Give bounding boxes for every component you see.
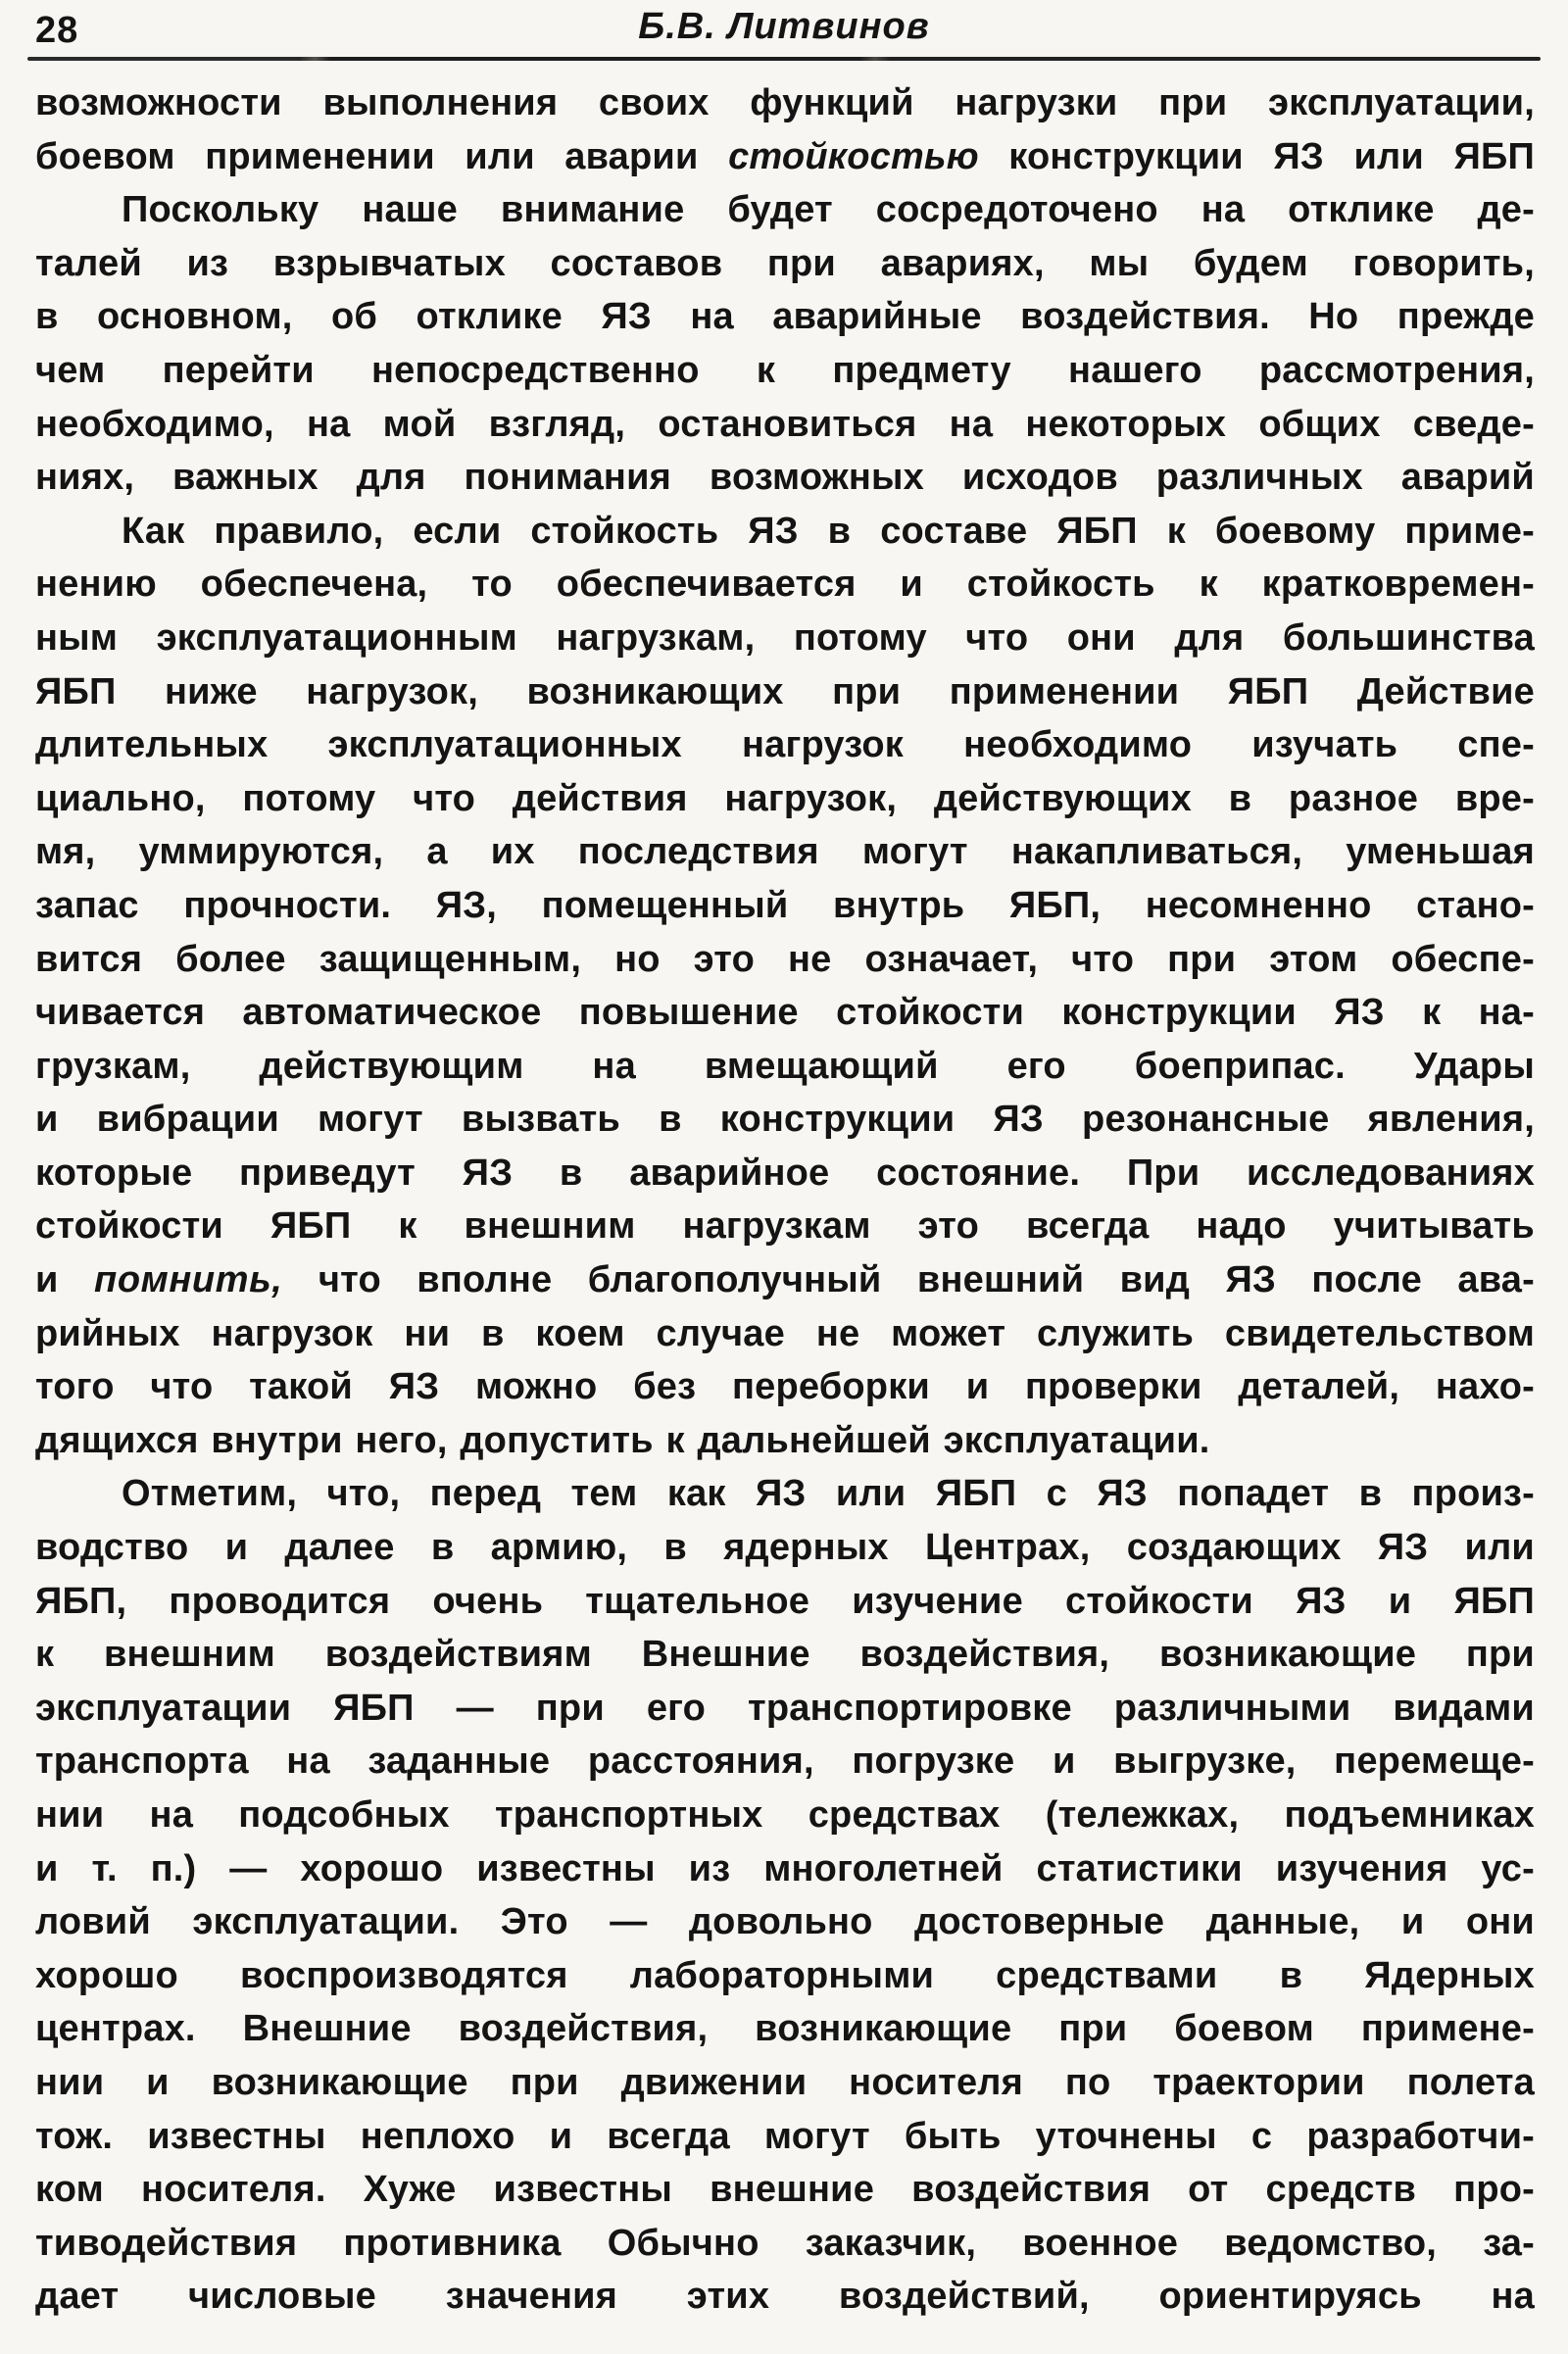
text-line	[35, 344, 1535, 398]
text-segment: нии и возникающие при движении носителя по траектории полета	[35, 2061, 1535, 2103]
text-segment: Поскольку наше внимание будет сосредоточено на отклике де-	[122, 189, 1535, 231]
text-segment: ловий эксплуатации. Это — довольно достоверные данные, и они	[35, 1901, 1535, 1943]
text-segment: центрах. Внешние воздействия, возникающие при боевом примене-	[35, 2008, 1535, 2050]
text-line	[35, 1467, 1535, 1521]
text-segment: ным эксплуатационным нагрузкам, потому что они для большинства	[35, 616, 1535, 659]
text-line	[35, 612, 1535, 665]
text-line	[35, 505, 1535, 559]
text-line	[35, 451, 1535, 505]
text-line	[35, 933, 1535, 987]
text-line	[35, 1628, 1535, 1682]
text-line	[35, 183, 1535, 237]
text-line	[35, 825, 1535, 879]
text-line	[35, 130, 1535, 184]
text-segment: чивается автоматическое повышение стойкости конструкции ЯЗ к на-	[35, 992, 1535, 1034]
text-segment: ниях, важных для понимания возможных исходов различных аварий	[35, 457, 1535, 499]
text-line	[35, 1200, 1535, 1253]
text-line	[35, 237, 1535, 291]
body-text	[35, 76, 1535, 2324]
text-segment: в основном, об отклике ЯЗ на аварийные воздействия. Но прежде	[35, 296, 1535, 338]
text-line	[35, 718, 1535, 772]
text-segment: ЯБП, проводится очень тщательное изучение стойкости ЯЗ и ЯБП	[35, 1580, 1535, 1622]
text-line	[35, 1735, 1535, 1789]
text-line	[35, 558, 1535, 612]
text-segment: Отметим, что, перед тем как ЯЗ или ЯБП с ЯЗ попадет в произ-	[122, 1473, 1535, 1515]
text-line	[35, 986, 1535, 1040]
text-segment: нению обеспечена, то обеспечивается и стойкость к кратковремен-	[35, 564, 1535, 606]
text-segment: ком носителя. Хуже известны внешние воздействия от средств про-	[35, 2169, 1535, 2211]
text-line	[35, 2270, 1535, 2324]
text-line	[35, 1949, 1535, 2003]
text-segment: мя, уммируются, а их последствия могут накапливаться, уменьшая	[35, 831, 1535, 873]
text-line	[35, 2056, 1535, 2110]
text-segment: рийных нагрузок ни в коем случае не может служить свидетельством	[35, 1312, 1535, 1354]
text-segment: что вполне благополучный внешний вид ЯЗ после ава-	[282, 1259, 1535, 1301]
text-segment: и т. п.) — хорошо известны из многолетней статистики изучения ус-	[35, 1847, 1535, 1889]
text-segment: длительных эксплуатационных нагрузок необходимо изучать спе-	[35, 724, 1535, 766]
text-line	[35, 879, 1535, 933]
text-segment: вится более защищенным, но это не означает, что при этом обеспе-	[35, 938, 1535, 980]
text-segment: и	[35, 1259, 95, 1301]
running-title: Б.В. Литвинов	[638, 6, 930, 47]
text-segment: эксплуатации ЯБП — при его транспортировке различными видами	[35, 1687, 1535, 1729]
text-segment: того что такой ЯЗ можно без переборки и проверки деталей, нахо-	[35, 1366, 1535, 1408]
text-segment: циально, потому что действия нагрузок, действующих в разное вре-	[35, 777, 1535, 819]
text-line	[35, 1789, 1535, 1842]
text-segment: водство и далее в армию, в ядерных Центрах, создающих ЯЗ или	[35, 1527, 1535, 1569]
text-segment: боевом применении или аварии	[35, 135, 729, 177]
text-segment: запас прочности. ЯЗ, помещенный внутрь ЯБП, несомненно стано-	[35, 884, 1535, 926]
text-segment: транспорта на заданные расстояния, погрузке и выгрузке, перемеще-	[35, 1741, 1535, 1783]
text-line	[35, 290, 1535, 344]
text-segment: талей из взрывчатых составов при авариях, мы будем говорить,	[35, 242, 1535, 284]
text-line	[35, 2110, 1535, 2164]
text-line	[35, 2217, 1535, 2271]
text-line	[35, 1414, 1535, 1468]
text-line	[35, 1842, 1535, 1896]
text-segment: дящихся внутри него, допустить к дальнейшей эксплуатации.	[35, 1419, 1210, 1461]
text-segment: Как правило, если стойкость ЯЗ в составе ЯБП к боевому приме-	[122, 510, 1535, 552]
text-line	[35, 1093, 1535, 1147]
text-segment: тиводействия противника Обычно заказчик, военное ведомство, за-	[35, 2222, 1535, 2264]
text-segment: грузкам, действующим на вмещающий его боеприпас. Удары	[35, 1045, 1535, 1087]
header-rule	[27, 57, 1541, 61]
text-line	[35, 1147, 1535, 1201]
text-segment: дает числовые значения этих воздействий, ориентируясь на	[35, 2276, 1535, 2318]
text-segment: хорошо воспроизводятся лабораторными средствами в Ядерных	[35, 1954, 1535, 1996]
text-line	[35, 665, 1535, 719]
emphasized-text: помнить,	[94, 1259, 283, 1301]
text-line	[35, 1895, 1535, 1949]
text-segment: ЯБП ниже нагрузок, возникающих при применении ЯБП Действие	[35, 670, 1535, 712]
emphasized-text: стойкостью	[728, 135, 979, 177]
text-segment: стойкости ЯБП к внешним нагрузкам это всегда надо учитывать	[35, 1205, 1535, 1248]
text-segment: конструкции ЯЗ или ЯБП	[978, 135, 1535, 177]
text-line	[35, 1040, 1535, 1094]
text-line	[35, 2163, 1535, 2217]
text-line	[35, 1575, 1535, 1629]
text-line	[35, 2002, 1535, 2056]
text-segment: возможности выполнения своих функций нагрузки при эксплуатации,	[35, 82, 1535, 123]
text-line	[35, 1521, 1535, 1575]
text-line	[35, 772, 1535, 826]
text-line	[35, 76, 1535, 130]
page-number: 28	[35, 10, 79, 51]
page-header	[0, 0, 1568, 59]
text-segment: и вибрации могут вызвать в конструкции ЯЗ резонансные явления,	[35, 1099, 1535, 1141]
text-segment: чем перейти непосредственно к предмету нашего рассмотрения,	[35, 349, 1535, 391]
text-segment: которые приведут ЯЗ в аварийное состояние. При исследованиях	[35, 1152, 1535, 1194]
text-line	[35, 1682, 1535, 1736]
text-segment: к внешним воздействиям Внешние воздействия, возникающие при	[35, 1634, 1535, 1676]
text-line	[35, 1360, 1535, 1414]
text-line	[35, 1307, 1535, 1361]
text-line	[35, 398, 1535, 452]
text-line	[35, 1253, 1535, 1307]
text-segment: нии на подсобных транспортных средствах (тележках, подъемниках	[35, 1794, 1535, 1836]
text-segment: тож. известны неплохо и всегда могут быть уточнены с разработчи-	[35, 2115, 1535, 2157]
text-segment: необходимо, на мой взгляд, остановиться на некоторых общих сведе-	[35, 403, 1535, 445]
